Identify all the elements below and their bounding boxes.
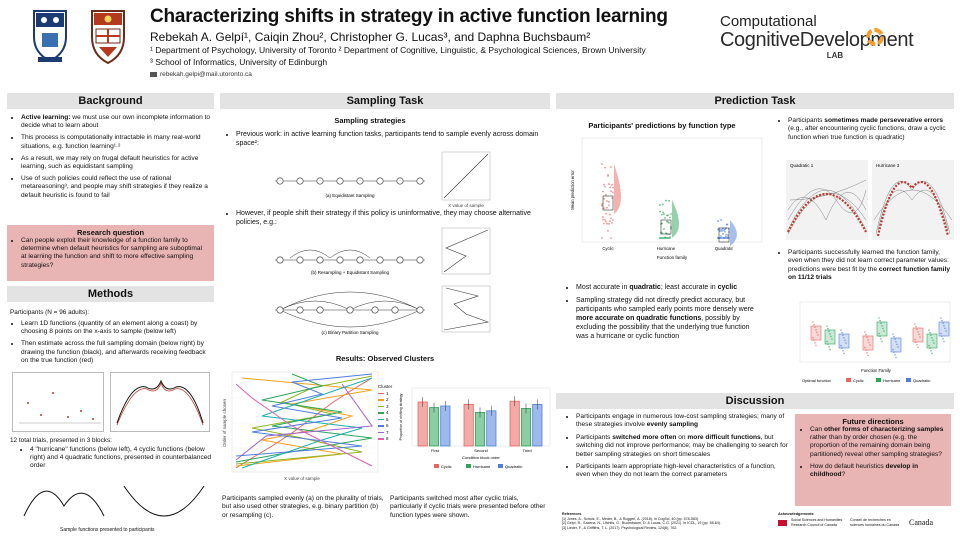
data-point [727,234,729,236]
bar [441,406,450,446]
data-point [878,317,880,319]
data-point [610,190,612,192]
bar-legend-swatch [498,464,503,468]
sampling-subheading: Sampling strategies [334,116,406,125]
prediction-right-bullets2 [774,249,956,287]
data-point [601,163,603,165]
future-directions-box [795,414,951,506]
data-point [841,332,843,334]
data-point [606,207,608,209]
data-point [604,167,606,169]
prediction-chart-title: Participants' predictions by function type [588,121,736,130]
data-point [843,353,845,355]
data-point [721,230,723,232]
cluster-legend-item: 3 [378,404,394,411]
bar-legend-label: Cyclic [441,464,452,469]
sampling-heading: Sampling Task [220,93,550,109]
data-point [717,237,719,239]
data-point [670,213,672,215]
data-point [717,220,719,222]
poster-title: Characterizing shifts in strategy in active function learning [150,6,668,27]
methods-bullet: • Learn 1D functions (quantity of an element along a coast) by choosing 8 points on the x-axis to sample (below left) [21,320,214,336]
category-label: Cyclic [602,246,614,251]
data-point [609,186,611,188]
uoft-crest-logo [30,7,70,65]
data-point [610,237,612,239]
data-point [941,320,943,322]
methods-bullets [7,320,214,365]
research-question-heading: Research question [76,228,145,237]
future-bullet: • Can other forms of characterizing samples rather than by order chosen (e.g. the proportion of the remaining domain being partitioned) reveal other sampling strategies? [810,426,946,459]
box [877,322,887,336]
cluster-legend-title: Cluster [378,384,393,389]
family-fit-box-chart [786,300,954,390]
data-point [669,237,671,239]
data-point [812,321,814,323]
fig-b-caption: (b) Resampling + Equidistant Sampling [311,270,389,275]
data-point [719,230,721,232]
reference-item: [3] Lieder, F., & Griffiths, T. L. (2017). Psychological Review, 124(6), 762. [562,525,678,530]
data-point [607,230,609,232]
background-bullet: • Use of such policies could reflect the use of rational metareasoning³, and people may shift strategies if they realize a default heuristic is found to fail [21,175,214,200]
bar-ylabel: Proportion of shifting strategy [399,393,403,441]
fit-xlabel: Function Family [861,368,891,373]
data-point [893,336,895,338]
cluster-legend-item: 6 [378,423,394,430]
data-point [929,332,931,334]
data-point [605,194,607,196]
data-point [608,201,610,203]
bar-group-label: First [431,448,439,453]
lab-logo-line3: LAB [826,51,844,60]
data-point [603,184,605,186]
equidistant-diagram [270,164,430,200]
background-bullet: • Active learning: we must use our own incomplete information to decide what to learn about [21,114,214,130]
data-point [606,200,608,202]
data-point [601,203,603,205]
box [913,328,923,342]
research-question-box [7,225,214,281]
box [927,334,937,348]
gear-icon [866,28,884,46]
data-point [722,233,724,235]
cluster-line-xlabel: X value of sample [284,476,320,481]
lab-logo-line2: CognitiveDevelopment [720,29,914,51]
future-directions-heading: Future directions [842,417,904,426]
data-point [668,200,670,202]
data-point [669,217,671,219]
caption-left-text: Participants sampled evenly (a) on the plurality of trials, but also used other strategies, e.g. binary partition (b) or resampling (c). [222,495,384,519]
box [891,338,901,352]
data-point [915,326,917,328]
resampling-plot [436,226,492,282]
data-point [940,317,942,319]
bar [418,402,427,446]
data-point [917,347,919,349]
bar [533,404,542,446]
bar [475,412,484,446]
discussion-body [562,413,790,484]
data-point [666,237,668,239]
acknowledgements-block [778,512,954,536]
data-point [661,214,663,216]
prediction-bullet: • Most accurate in quadratic; least accurate in cyclic [576,283,762,292]
data-point [866,352,868,354]
bar [464,404,473,446]
sample-plot-right [110,372,210,432]
fit-legend-swatch [906,378,911,382]
methods-sub-bullet: • 4 "hurricane" functions (below left), 4 cyclic functions (below right) and 4 quadratic functions, presented in counterbalanced order [30,446,214,471]
data-point [892,333,894,335]
data-point [607,174,609,176]
authors: Rebekah A. Gelpí¹, Caiqin Zhou², Christopher G. Lucas³, and Daphna Buchsbaum² [150,30,591,44]
data-point [724,237,726,239]
data-point [880,338,882,340]
discussion-bullet: • Participants engage in numerous low-cost sampling strategies; many of these strategies involve evenly sampling [576,413,790,430]
data-point [609,214,611,216]
prediction-left-bullets [562,283,762,345]
methods-sub [16,446,214,475]
lab-logo [720,14,955,69]
data-point [930,350,932,352]
sampling-bullet1-text: • Previous work: in active learning function tasks, participants tend to sample evenly across domain space²: [236,130,542,148]
box [825,330,835,344]
data-point [604,219,606,221]
data-point [865,334,867,336]
data-point [928,329,930,331]
hurricane-example-label: Hurricane 3 [876,163,900,168]
sampling-bullet1 [222,130,542,152]
bar-legend-label: Quadratic [505,464,523,469]
data-point [814,342,816,344]
data-point [663,213,665,215]
brown-crest-logo [88,7,128,65]
methods-participants: Participants (N = 96 adults): [10,309,90,316]
data-point [879,320,881,322]
data-point [610,217,612,219]
data-point [610,166,612,168]
bar-legend-label: Hurricane [473,464,491,469]
quadratic-example-plot [786,160,868,240]
violin-ylabel: Mean prediction error [570,170,575,210]
data-point [601,237,603,239]
discussion-bullet: • Participants learn appropriate high-level characteristics of a function, even when they do not learn the correct parameters [576,463,790,480]
data-point [931,353,933,355]
data-point [720,219,722,221]
reference-item: [2] Gelpí, R., Saxena, N., Lifchits, G., Buchsbaum, D. & Lucas, C.G. (2021). In ICDL, 19 (pp. 58-64). [562,521,721,526]
cluster-legend-item: 7 [378,430,394,437]
box [839,334,849,348]
data-point [813,324,815,326]
affiliations-line2: ³ School of Informatics, University of Edinburgh [150,57,328,67]
bar [487,411,496,446]
cluster-line-chart [222,368,382,490]
data-point [612,219,614,221]
clusters-heading: Results: Observed Clusters [335,354,435,363]
cluster-legend [378,384,394,443]
data-point [667,214,669,216]
discussion-bullet: • Participants switched more often on more difficult functions, but switching did not improve performance; may be challenging to search for better sampling strategies on short timescales [576,434,790,459]
data-point [829,349,831,351]
data-point [605,221,607,223]
fit-legend-swatch [876,378,881,382]
data-point [895,357,897,359]
canada-wordmark: Canada [909,518,933,527]
future-bullet: • How do default heuristics develop in childhood? [810,463,946,479]
sample-functions-figure [14,476,210,524]
data-point [815,345,817,347]
cluster-legend-item: 2 [378,397,394,404]
data-point [602,219,604,221]
data-point [828,346,830,348]
data-point [840,329,842,331]
prediction-bullet: • Sampling strategy did not directly predict accuracy, but participants who sampled early points more densely were more accurate on quadratic functions, possibly by excluding the possibility that the underlying true function was a hurricane or cyclic function [576,296,762,341]
data-point [602,216,604,218]
mail-icon [150,72,157,77]
fit-legend-title: Optimal function [802,378,831,383]
prediction-heading: Prediction Task [556,93,954,109]
email[interactable]: rebekah.gelpi@mail.utoronto.ca [160,71,252,78]
data-point [608,183,610,185]
cluster-legend-item: 4 [378,410,394,417]
methods-bullet: • Then estimate across the full sampling domain (below right) by drawing the function (black), and afterwards receiving feedback on the true function (red) [21,340,214,365]
data-point [662,204,664,206]
category-label: Quadratic [714,246,734,251]
hurricane-example-plot [872,160,954,240]
fig-c-caption: (c) Binary Partition Sampling [321,330,379,335]
violin-xlabel: Function family [656,255,688,260]
data-point [603,223,605,225]
resampling-diagram [270,238,430,278]
background-heading: Background [7,93,214,109]
sshrc-flag-icon [778,520,787,526]
category-label: Hurricane [656,246,676,251]
data-point [864,331,866,333]
data-point [612,187,614,189]
sample-plot-left [12,372,104,432]
data-point [894,354,896,356]
data-point [605,213,607,215]
fit-legend-label: Quadratic [913,378,931,383]
prediction-violin-chart [560,134,770,268]
methods-trials: 12 total trials, presented in 3 blocks: [10,437,112,444]
ack-heading: Acknowledgements [778,512,814,516]
cluster-line-ylabel: Order of sample chosen [222,398,227,448]
data-point [725,234,727,236]
fig-a-caption: (a) Equidistant Sampling [325,193,375,198]
data-point [609,220,611,222]
bar-group-label: Third [522,448,532,453]
sampling-bullet2-text: • However, if people shift their strategy if this policy is uninformative, they may choose alternative policies, e.g.: [236,209,542,227]
reference-item: [1] Jones, A., Schulz, E., Meder, B., & Ruggeri, A. (2018). In CogSci, 40 (pp. 578-583). [562,516,700,521]
equidistant-plot [436,150,492,210]
data-point [659,204,661,206]
bar [510,401,519,446]
data-point [726,223,728,225]
data-point [867,355,869,357]
background-body [7,114,214,204]
binary-partition-diagram [270,284,430,336]
quadratic-example-label: Quadratic 1 [790,163,814,168]
email-row [150,71,252,78]
cluster-legend-item: 1 [378,391,394,398]
box [939,322,949,336]
data-point [608,223,610,225]
bar-legend-swatch [466,464,471,468]
prediction-right-bullets1 [774,117,956,146]
caption-clusters-right [390,495,550,520]
data-point [914,323,916,325]
data-point [663,228,665,230]
data-point [608,204,610,206]
references-block [562,512,772,530]
bar [521,408,530,446]
data-point [611,184,613,186]
data-point [827,328,829,330]
data-point [611,222,613,224]
data-point [826,325,828,327]
fit-legend-swatch [846,378,851,382]
bar-group-label: Second [474,448,488,453]
references-heading: References [562,512,582,516]
prediction-bullet: • Participants sometimes made perseverative errors (e.g., after encountering cyclic functions, draw a cyclic function when true function is quadratic) [788,117,956,142]
bar-xlabel: Condition block order [462,455,500,460]
data-point [602,191,604,193]
data-point [720,237,722,239]
data-point [606,223,608,225]
funder-en: Social Sciences and Humanities Research Council of Canada [791,518,843,527]
methods-heading: Methods [7,286,214,302]
data-point [666,221,668,223]
data-point [842,350,844,352]
caption-right-text: Participants switched most after cyclic trials, particularly if cyclic trials were presented before other function types were shown. [390,495,546,519]
funder-fr: Conseil de recherches en sciences humaines du Canada [850,518,900,527]
data-point [603,198,605,200]
data-point [664,217,666,219]
methods-body [7,320,214,369]
fit-legend-label: Cyclic [853,378,864,383]
discussion-heading: Discussion [556,393,954,409]
data-point [665,200,667,202]
data-point [720,235,722,237]
data-point [662,237,664,239]
data-point [942,338,944,340]
background-bullet: • This process is computationally intractable in many real-world situations, e.g. function learning¹·² [21,134,214,150]
data-point [601,205,603,207]
data-point [612,191,614,193]
sample-functions-caption: Sample functions presented to participants [60,527,155,533]
data-point [881,341,883,343]
data-point [603,207,605,209]
background-bullet: • As a result, we may rely on frugal default heuristics for active learning, such as equidistant sampling [21,155,214,171]
cluster-legend-item: 5 [378,417,394,424]
data-point [662,211,664,213]
data-point [659,211,661,213]
bar [429,408,438,446]
cluster-legend-item: 8 [378,436,394,443]
bar-legend-swatch [434,464,439,468]
binary-partition-plot [436,284,492,340]
prediction-bullet: • Participants successfully learned the function family, even when they did not learn correct parameter values: predictions were best fit by the correct function family on 11/12 trials [788,249,956,283]
data-point [916,344,918,346]
data-point [724,231,726,233]
research-question-text: • Can people exploit their knowledge of a function family to determine when default heuristics for sampling are suboptimal at learning the function and shift to more effective sampling strategies? [21,237,209,270]
box [811,326,821,340]
shift-bar-chart [394,384,554,474]
fit-legend-label: Hurricane [883,378,901,383]
data-point [604,186,606,188]
box [863,336,873,350]
axis-x-label-a: X value of sample [448,203,484,208]
caption-clusters-left [222,495,384,520]
affiliations-line1: ¹ Department of Psychology, University of Toronto ² Department of Cognitive, Linguistic, & Psychological Sciences, Brown University [150,45,646,55]
background-bullets [7,114,214,200]
data-point [943,341,945,343]
lab-logo-line1: Computational [720,13,817,30]
sampling-bullet2 [222,209,542,231]
data-point [611,197,613,199]
